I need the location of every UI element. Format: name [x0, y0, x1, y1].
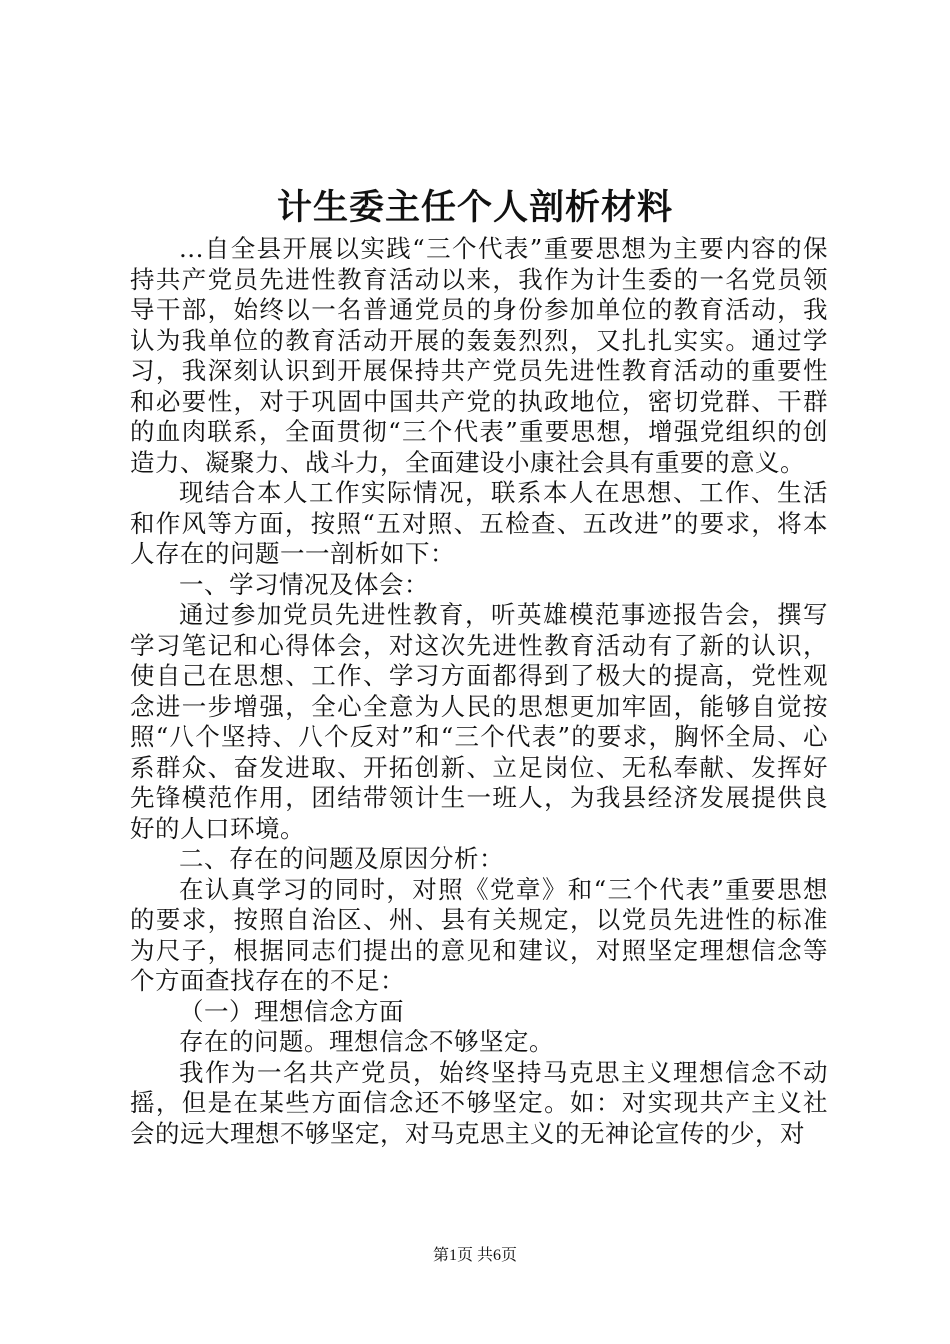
paragraph-problems: 在认真学习的同时，对照《党章》和“三个代表”重要思想的要求，按照自治区、州、县有关规定，以党员先进性的标准为尺子，根据同志们提出的意见和建议，对照坚定理想信念等个方面查找存在的不足：	[130, 874, 828, 995]
document-body	[130, 234, 828, 1149]
subsection-heading-ideals: （一）理想信念方面	[179, 996, 404, 1026]
paragraph-study: 通过参加党员先进性教育，听英雄模范事迹报告会，撰写学习笔记和心得体会，对这次先进性教育活动有了新的认识，使自己在思想、工作、学习方面都得到了极大的提高，党性观念进一步增强，全心全意为人民的思想更加牢固，能够自觉按照“八个坚持、八个反对”和“三个代表”的要求，胸怀全局、心系群众、奋发进取、开拓创新、立足岗位、无私奉献、发挥好先锋模范作用，团结带领计生一班人，为我县经济发展提供良好的人口环境。	[130, 600, 828, 843]
page-footer: 第1页 共6页	[432, 1247, 517, 1264]
paragraph-ideals: 我作为一名共产党员，始终坚持马克思主义理想信念不动摇，但是在某些方面信念还不够坚定。如：对实现共产主义社会的远大理想不够坚定，对马克思主义的无神论宣传的少，对	[130, 1057, 828, 1148]
paragraph-existing-problem: 存在的问题。理想信念不够坚定。	[179, 1027, 554, 1056]
paragraph-intro: ...自全县开展以实践“三个代表”重要思想为主要内容的保持共产党员先进性教育活动以来，我作为计生委的一名党员领导干部，始终以一名普通党员的身份参加单位的教育活动，我认为我单位的教育活动开展的轰轰烈烈，又扎扎实实。通过学习，我深刻认识到开展保持共产党员先进性教育活动的重要性和必要性，对于巩固中国共产党的执政地位，密切党群、干群的血肉联系，全面贯彻“三个代表”重要思想，增强党组织的创造力、凝聚力、战斗力，全面建设小康社会具有重要的意义。	[130, 234, 828, 477]
section-heading-problems: 二、存在的问题及原因分析：	[179, 844, 504, 873]
section-heading-study: 一、学习情况及体会：	[179, 569, 429, 599]
document-title: 计生委主任个人剖析材料	[276, 187, 673, 228]
paragraph-combined-analysis: 现结合本人工作实际情况，联系本人在思想、工作、生活和作风等方面，按照“五对照、五检查、五改进”的要求，将本人存在的问题一一剖析如下：	[130, 478, 828, 568]
